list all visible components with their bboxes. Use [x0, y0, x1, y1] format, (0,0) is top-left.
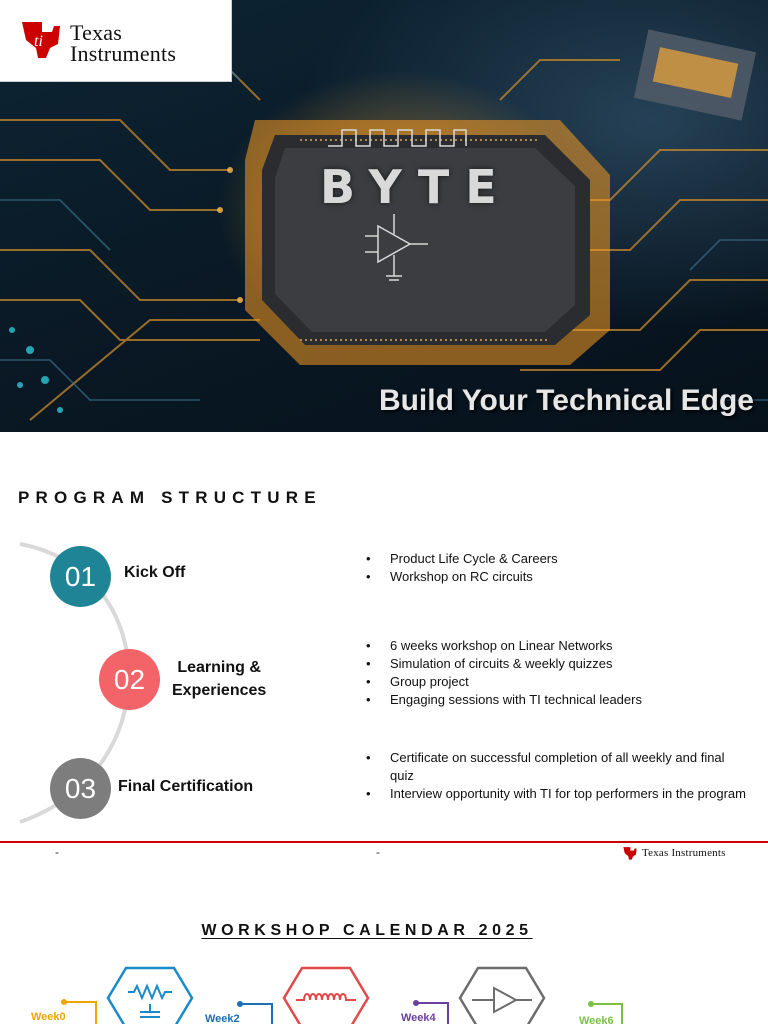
calendar-week-2: Week2 — [205, 1013, 240, 1024]
tagline: Build Your Technical Edge — [378, 384, 754, 417]
ti-logo-icon — [622, 845, 638, 861]
footer-ti-logo[interactable] — [622, 845, 726, 861]
brand-line1: Texas — [70, 20, 122, 45]
resistor-hexagon-icon — [108, 968, 192, 1024]
program-structure-title: PROGRAM STRUCTURE — [18, 488, 322, 507]
list-item: • Interview opportunity with TI for top performers in the program — [366, 785, 746, 803]
calendar-week-6: Week6 — [579, 1015, 614, 1024]
step-1-bullets — [366, 550, 746, 586]
step-2-label-line2: Experiences — [172, 682, 267, 699]
step-2-number: 02 — [99, 649, 160, 710]
step-2-label — [172, 656, 266, 702]
list-item: • Workshop on RC circuits — [366, 568, 746, 586]
step-3-bullets — [366, 749, 746, 803]
brand-line2: Instruments — [70, 41, 177, 66]
step-1-label: Kick Off — [124, 564, 186, 581]
svg-text:ti: ti — [34, 33, 43, 50]
ti-wordmark — [70, 22, 176, 64]
step-1-number: 01 — [50, 546, 111, 607]
workshop-calendar-title: WORKSHOP CALENDAR 2025 — [201, 922, 533, 939]
list-item: • Certificate on successful completion of all weekly and final quiz — [366, 749, 746, 785]
amplifier-hexagon-icon — [460, 968, 544, 1024]
program-name: BYTE — [320, 160, 513, 214]
list-item: • Product Life Cycle & Careers — [366, 550, 746, 568]
inductor-hexagon-icon — [284, 968, 368, 1024]
calendar-week-0: Week0 — [31, 1011, 66, 1023]
ti-logo[interactable] — [0, 0, 232, 82]
step-2-label-line1: Learning & — [177, 659, 261, 676]
page-divider — [0, 841, 768, 843]
list-item: • Engaging sessions with TI technical leaders — [366, 691, 746, 709]
list-item: • 6 weeks workshop on Linear Networks — [366, 637, 746, 655]
footer-dash: - — [55, 845, 59, 859]
list-item: • Simulation of circuits & weekly quizzes — [366, 655, 746, 673]
calendar-week-4: Week4 — [401, 1012, 436, 1024]
calendar-icons — [0, 960, 768, 1024]
list-item: • Group project — [366, 673, 746, 691]
step-3-number: 03 — [50, 758, 111, 819]
step-2-bullets — [366, 637, 746, 709]
step-3-label: Final Certification — [118, 778, 254, 795]
footer-dash: - — [376, 845, 380, 859]
footer-brand: Texas Instruments — [642, 847, 726, 859]
ti-logo-icon — [18, 16, 64, 62]
hero-banner — [0, 0, 768, 432]
